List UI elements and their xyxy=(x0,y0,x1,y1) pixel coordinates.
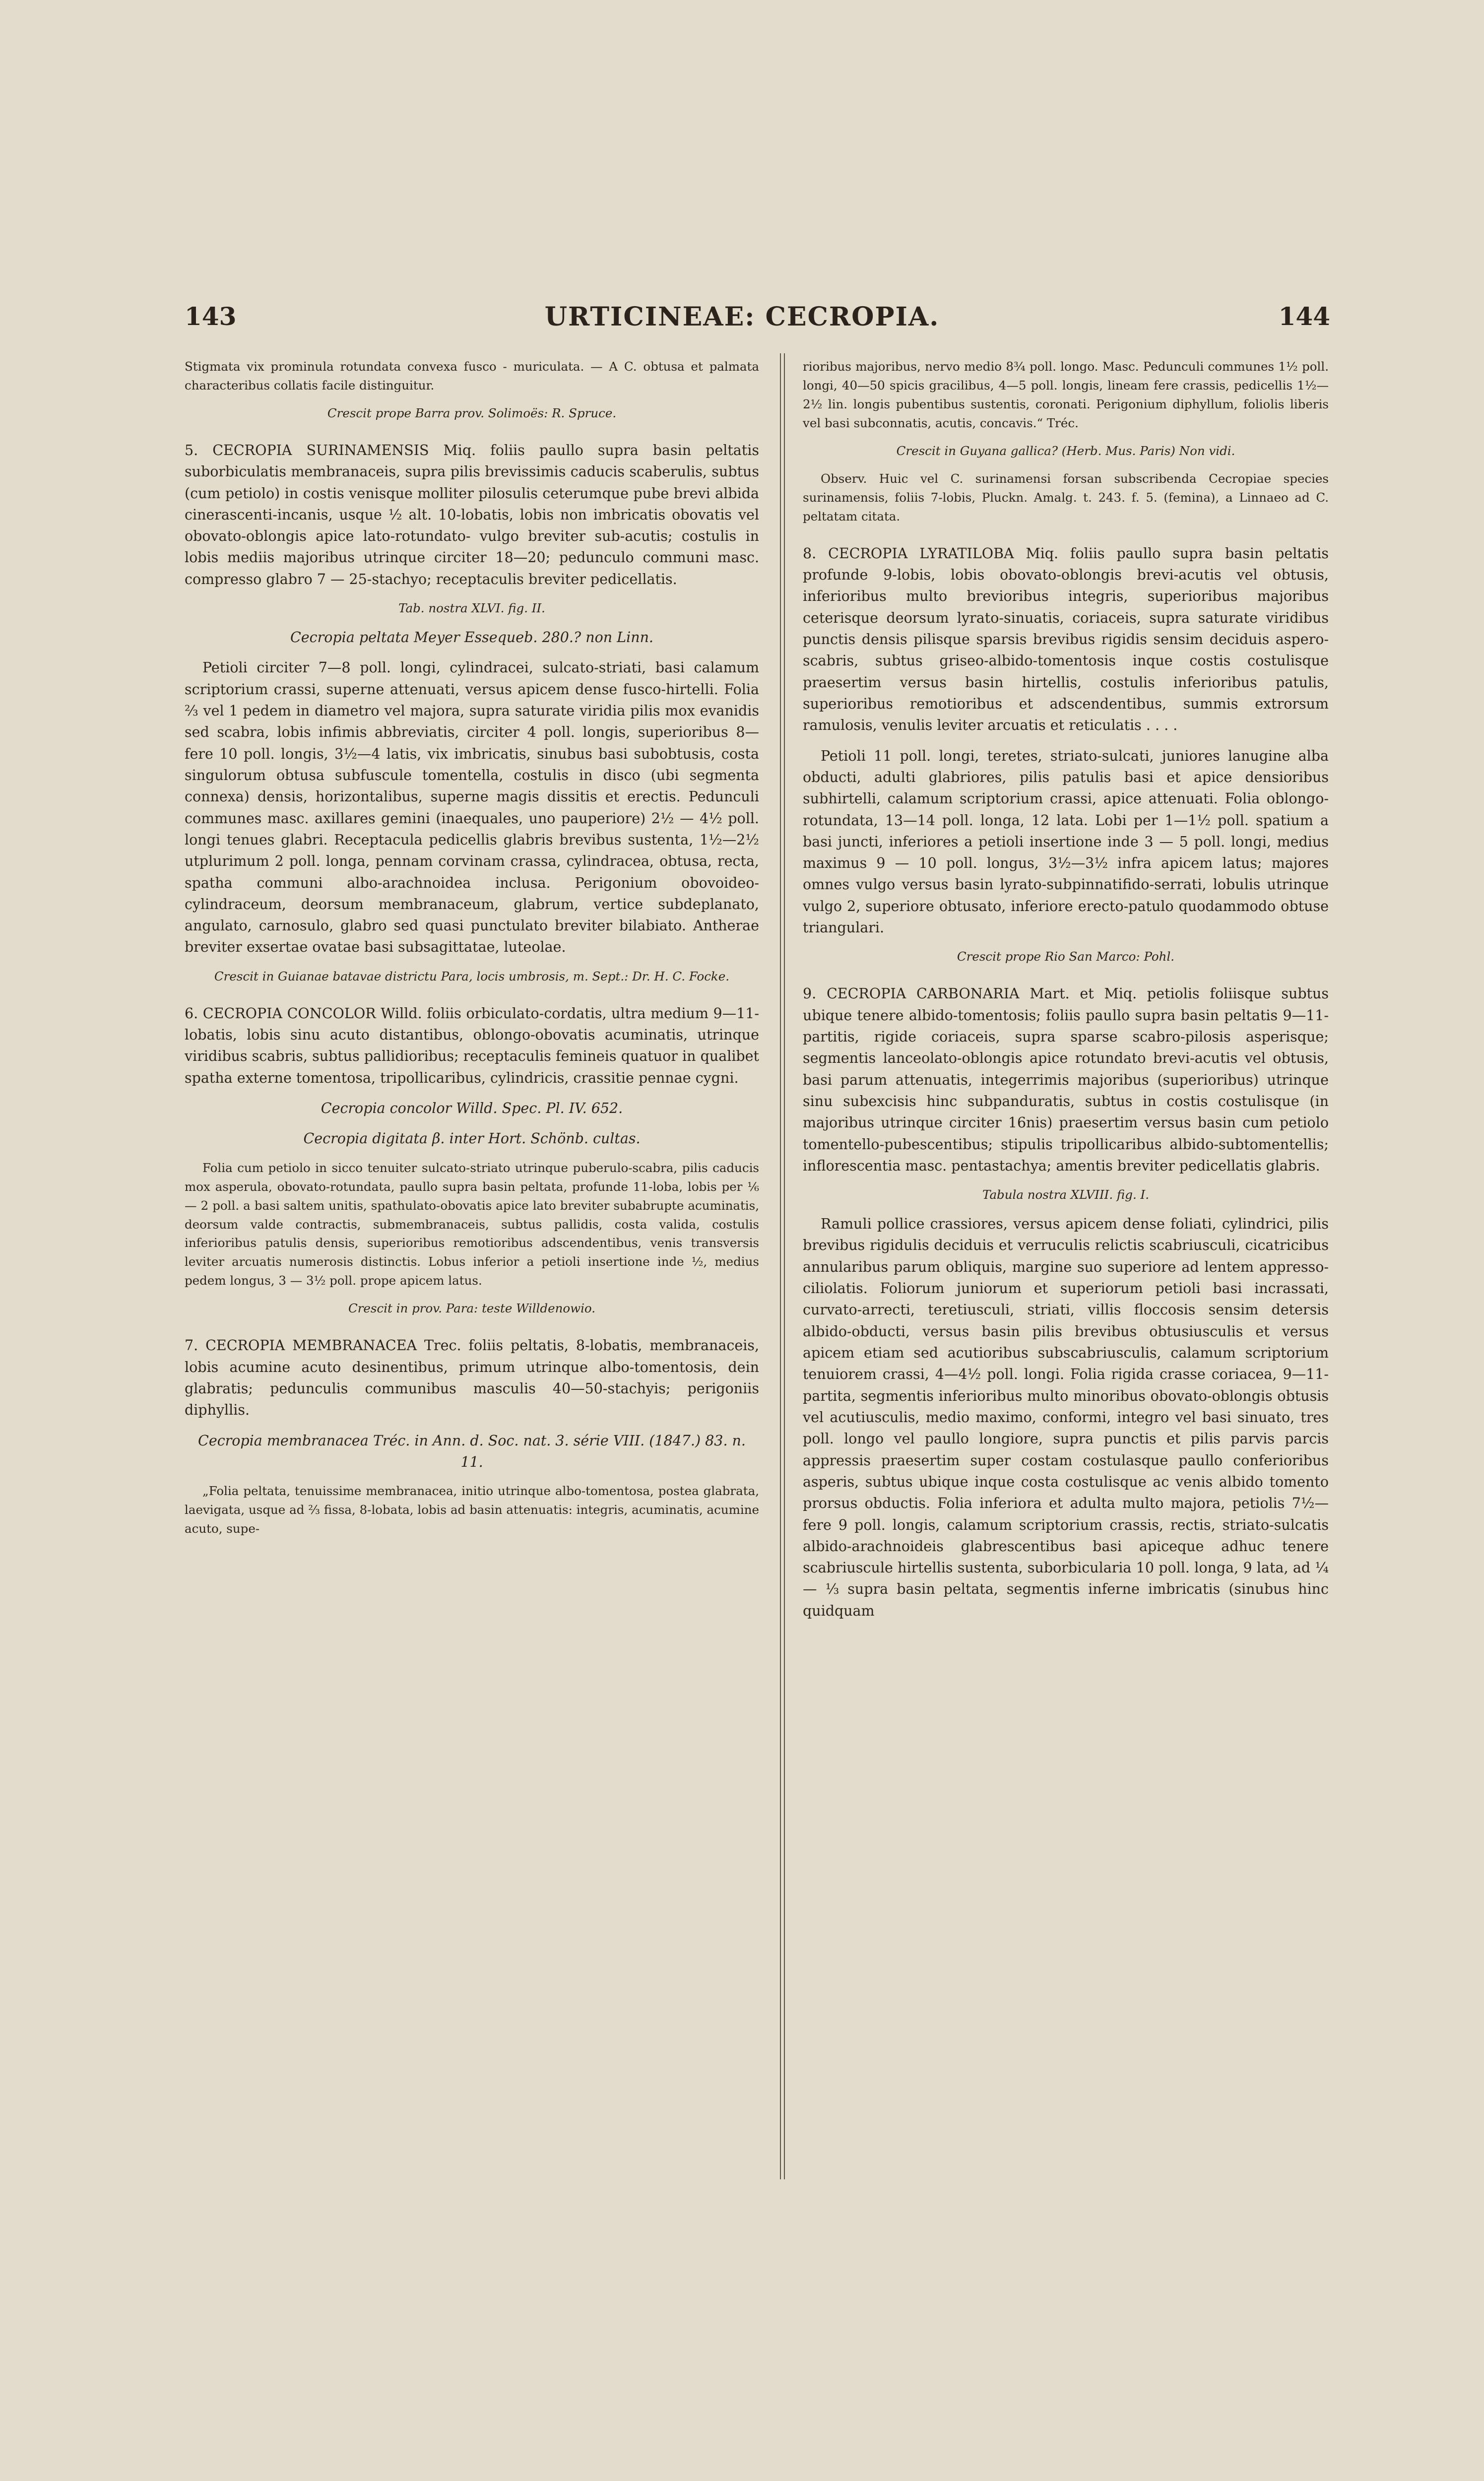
right-paragraph: Ramuli pollice crassiores, versus apicem dense foliati, cylindrici, pilis brevibus rigidulis deciduis et verruculis relictis scabriusculi, cicatricibus annularibus parum obliquis, margine suo superiore ad lentem appresso-ciliolatis. Foliorum juniorum et superiorum petioli basi incrassati, curvato-arrecti, teretiusculi, striati, villis floccosis sensim detersis albido-obducti, versus basin pilis brevibus obtusiusculis et versus apicem etiam sed acutioribus subscabriusculis, calamum scriptorium tenuiorem crassi, 4—4½ poll. longi. Folia rigida crasse coriacea, 9—11-partita, segmentis inferioribus multo minoribus obovato-oblongis obtusis vel acutiusculis, medio maximo, conformi, integro vel basi sinuato, tres poll. longo vel paullo longiore, supra punctis et pilis parvis parcis appressis praesertim super costam costulasque paullo conferioribus asperis, subtus ubique inque costa costulisque ac venis albido tomento prorsus obductis. Folia inferiora et adulta multo majora, petiolis 7½— fere 9 poll. longis, calamum scriptorium crassis, rectis, striato-sulcatis albido-arachnoideis glabrescentibus basi apiceque adhuc tenere scabriuscule hirtellis sustenta, suborbicularia 10 poll. longa, 9 lata, ad ¼ — ⅓ supra basin peltata, segmentis inferne imbricatis (sinubus hinc quidquam xyxy=(803,1216,1329,1619)
right-paragraph: Observ. Huic vel C. surinamensi forsan subscribenda Cecropiae species surinamensis, foliis 7-lobis, Pluckn. Amalg. t. 243. f. 5. (femina), a Linnaeo ad C. peltatam citata. xyxy=(803,471,1329,523)
running-title: URTICINEAE: CECROPIA. xyxy=(544,302,940,332)
left-paragraph: 5. CECROPIA SURINAMENSIS Miq. foliis paullo supra basin peltatis suborbiculatis membranaceis, supra pilis brevissimis caducis scaberulis, subtus (cum petiolo) in costis venisque molliter pilosulis ceterumque pube brevi albida cinerascenti-incanis, usque ½ alt. 10-lobatis, lobis non imbricatis obovatis vel obovato-oblongis apice lato-rotundato- vulgo breviter sub-acutis; costulis in lobis mediis majoribus utrinque circiter 18—20; pedunculo communi masc. compresso glabro 7 — 25-stachyo; receptaculis breviter pedicellatis. xyxy=(185,442,759,588)
right-paragraph: 9. CECROPIA CARBONARIA Mart. et Miq. petiolis foliisque subtus ubique tenere albido-tomentosis; foliis paullo supra basin peltatis 9—11-partitis, rigide coriaceis, supra sparse scabro-pilosis asperisque; segmentis lanceolato-oblongis apice rotundato brevi-acutis vel obtusis, basi parum attenuatis, integerrimis majoribus (superioribus) utrinque sinu subexcisis hinc subpanduratis, subtus in costis costulisque (in majoribus utrinque circiter 16nis) praesertim versus basin cum petiolo tomentello-pubescentibus; stipulis tripollicaribus albido-subtomentellis; inflorescentia masc. pentastachya; amentis breviter pedicellatis glabris. xyxy=(803,985,1329,1174)
page-header xyxy=(0,302,1484,341)
right-paragraph: Crescit prope Rio San Marco: Pohl. xyxy=(957,949,1175,964)
left-paragraph: Crescit in Guianae batavae districtu Para, locis umbrosis, m. Sept.: Dr. H. C. Focke. xyxy=(214,969,730,983)
right-column xyxy=(803,357,1329,1631)
left-paragraph: Cecropia peltata Meyer Essequeb. 280.? non Linn. xyxy=(290,629,653,646)
left-paragraph: Cecropia membranacea Tréc. in Ann. d. Soc. nat. 3. série VIII. (1847.) 83. n. 11. xyxy=(198,1432,746,1470)
right-paragraph: 8. CECROPIA LYRATILOBA Miq. foliis paullo supra basin peltatis profunde 9-lobis, lobis obovato-oblongis brevi-acutis vel obtusis, inferioribus multo brevioribus integris, superioribus majoribus ceterisque deorsum lyrato-sinuatis, coriaceis, supra saturate viridibus punctis densis pilisque sparsis brevibus rigidis sensim deciduis aspero-scabris, subtus griseo-albido-tomentosis inque costis costulisque praesertim versus basin hirtellis, costulis inferioribus patulis, superioribus remotioribus et adscendentibus, summis extrorsum ramulosis, venulis leviter arcuatis et reticulatis . . . . xyxy=(803,545,1329,734)
left-paragraph: Stigmata vix prominula rotundata convexa fusco - muriculata. — A C. obtusa et palmata characteribus collatis facile distinguitur. xyxy=(185,359,759,392)
page-number-right: 144 xyxy=(1278,302,1330,331)
left-paragraph: Cecropia digitata β. inter Hort. Schönb. cultas. xyxy=(303,1130,641,1147)
left-paragraph: 6. CECROPIA CONCOLOR Willd. foliis orbiculato-cordatis, ultra medium 9—11-lobatis, lobis sinu acuto distantibus, oblongo-obovatis acuminatis, utrinque viridibus scabris, subtus pallidioribus; receptaculis femineis quatuor in qualibet spatha externe tomentosa, tripollicaribus, cylindricis, crassitie pennae cygni. xyxy=(185,1005,759,1086)
left-paragraph: Crescit in prov. Para: teste Willdenowio. xyxy=(348,1301,596,1316)
left-column xyxy=(185,357,759,1547)
page-number-left: 143 xyxy=(185,302,237,331)
column-divider xyxy=(780,353,785,2179)
left-paragraph: Cecropia concolor Willd. Spec. Pl. IV. 652. xyxy=(321,1100,623,1116)
left-paragraph: Folia cum petiolo in sicco tenuiter sulcato-striato utrinque puberulo-scabra, pilis caducis mox asperula, obovato-rotundata, paullo supra basin peltata, profunde 11-loba, lobis per ⅙ — 2 poll. a basi saltem unitis, spathulato-obovatis apice lato breviter subabrupte acuminatis, deorsum valde contractis, submembranaceis, subtus pallidis, costa valida, costulis inferioribus patulis densis, superioribus remotioribus adscendentibus, venis transversis leviter arcuatis numerosis distinctis. Lobus inferior a petioli insertione inde ½, medius pedem longus, 3 — 3½ poll. prope apicem latus. xyxy=(185,1160,759,1288)
right-paragraph: Tabula nostra XLVIII. fig. I. xyxy=(982,1187,1149,1202)
left-paragraph: Tab. nostra XLVI. fig. II. xyxy=(398,601,545,616)
right-paragraph: Crescit in Guyana gallica? (Herb. Mus. Paris) Non vidi. xyxy=(896,443,1235,458)
left-paragraph: 7. CECROPIA MEMBRANACEA Trec. foliis peltatis, 8-lobatis, membranaceis, lobis acumine acuto desinentibus, primum utrinque albo-tomentosis, dein glabratis; pedunculis communibus masculis 40—50-stachyis; perigoniis diphyllis. xyxy=(185,1337,759,1419)
left-paragraph: Petioli circiter 7—8 poll. longi, cylindracei, sulcato-striati, basi calamum scriptorium crassi, superne attenuati, versus apicem dense fusco-hirtelli. Folia ⅔ vel 1 pedem in diametro vel majora, supra saturate viridia pilis mox evanidis sed scabra, lobis infimis abbreviatis, circiter 4 poll. longis, superioribus 8— fere 10 poll. longis, 3½—4 latis, vix imbricatis, sinubus basi subobtusis, costa singulorum obtusa subfuscule tomentella, costulis in disco (ubi segmenta connexa) densis, horizontalibus, superne magis dissitis et erectis. Pedunculi communes masc. axillares gemini (inaequales, uno pauperiore) 2½ — 4½ poll. longi tenues glabri. Receptacula pedicellis glabris brevibus sustenta, 1½—2½ utplurimum 2 poll. longa, pennam corvinam crassa, cylindracea, obtusa, recta, spatha communi albo-arachnoidea inclusa. Perigonium obovoideo-cylindraceum, deorsum membranaceum, glabrum, vertice subdeplanato, angulato, carnosulo, glabro sed quasi punctulato breviter bilabiato. Antherae breviter exsertae ovatae basi subsagittatae, luteolae. xyxy=(185,659,759,956)
left-paragraph: „Folia peltata, tenuissime membranacea, initio utrinque albo-tomentosa, postea glabrata, laevigata, usque ad ⅔ fissa, 8-lobata, lobis ad basin attenuatis: integris, acuminatis, acumine acuto, supe- xyxy=(185,1484,759,1536)
right-paragraph: Petioli 11 poll. longi, teretes, striato-sulcati, juniores lanugine alba obducti, adulti glabriores, pilis patulis basi et apice densioribus subhirtelli, calamum scriptorium crassi, apice attenuati. Folia oblongo-rotundata, 13—14 poll. longa, 12 lata. Lobi per 1—1½ poll. spatium a basi juncti, inferiores a petioli insertione inde 3 — 5 poll. longi, medius maximus 9 — 10 poll. longus, 3½—3½ infra apicem latus; majores omnes vulgo versus basin lyrato-subpinnatifido-serrati, lobulis utrinque vulgo 2, superiore obtusato, inferiore erecto-patulo quodammodo obtuse triangulari. xyxy=(803,747,1329,936)
left-paragraph: Crescit prope Barra prov. Solimoës: R. Spruce. xyxy=(327,405,617,420)
right-paragraph: rioribus majoribus, nervo medio 8¾ poll. longo. Masc. Pedunculi communes 1½ poll. longi, 40—50 spicis gracilibus, 4—5 poll. longis, lineam fere crassis, pedicellis 1½—2½ lin. longis pubentibus sustentis, coronati. Perigonium diphyllum, foliolis liberis vel basi subconnatis, acutis, concavis.“ Tréc. xyxy=(803,359,1329,430)
